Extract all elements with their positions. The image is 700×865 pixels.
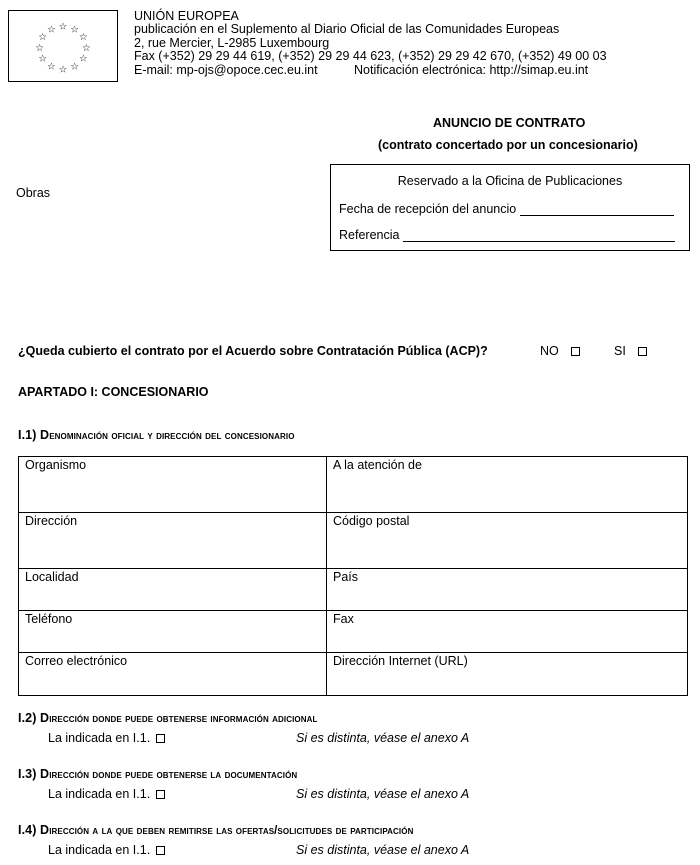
svg-text:☆: ☆ [38,32,47,44]
subsection-i2-initial: D [40,711,50,725]
i4-same-option [48,843,165,857]
table-row [19,457,688,513]
country-cell[interactable]: País [327,569,688,611]
electronic-notice-text: Notificación electrónica: http://simap.eu.int [354,62,589,77]
svg-text:☆: ☆ [46,61,56,73]
publisher-header [134,10,607,77]
i4-same-checkbox[interactable] [156,846,165,855]
acp-no-checkbox[interactable] [571,347,580,356]
acp-si-option [614,344,647,358]
table-row [19,653,688,696]
reception-date-row [339,202,674,216]
i4-same-label: La indicada en I.1. [48,843,151,857]
locality-cell[interactable]: Localidad [19,569,327,611]
publication-line: publicación en el Suplemento al Diario Oficial de las Comunidades Europeas [134,22,560,37]
svg-text:☆: ☆ [38,53,47,65]
reserved-box [330,164,690,251]
section-heading: APARTADO I: CONCESIONARIO [18,385,209,399]
table-row [19,569,688,611]
eu-stars-icon [9,11,117,81]
svg-text:☆: ☆ [58,64,68,76]
contracting-entity-table [18,456,688,696]
acp-no-option [540,344,580,358]
postal-code-cell[interactable]: Código postal [327,513,688,569]
svg-text:☆: ☆ [70,24,80,36]
i3-annex-note: Si es distinta, véase el anexo A [296,787,470,801]
i3-same-label: La indicada en I.1. [48,787,151,801]
i3-same-checkbox[interactable] [156,790,165,799]
fax-line: Fax (+352) 29 29 44 619, (+352) 29 29 44 623, (+352) 29 29 42 670, (+352) 49 00 03 [134,49,607,64]
subsection-i1-heading [18,428,295,442]
subsection-i3-initial: D [40,767,50,781]
svg-text:☆: ☆ [70,61,80,73]
subsection-i4-heading [18,823,413,837]
organismo-cell[interactable]: Organismo [19,457,327,513]
subsection-i3-title: irección donde puede obtenerse la documentación [49,769,298,781]
subsection-i4-number: I.4) [18,823,37,837]
org-name: UNIÓN EUROPEA [134,9,239,23]
phone-cell[interactable]: Teléfono [19,611,327,653]
subsection-i2-heading [18,711,317,725]
i2-annex-note: Si es distinta, véase el anexo A [296,731,470,745]
reserved-heading: Reservado a la Oficina de Publicaciones [397,174,623,188]
subsection-i3-heading [18,767,297,781]
subsection-i1-number: I.1) [18,428,37,442]
svg-text:☆: ☆ [35,42,45,54]
subsection-i2-number: I.2) [18,711,37,725]
subsection-i2-title: irección donde puede obtenerse información adicional [49,713,318,725]
subsection-i4-title: irección a la que deben remitirse las ofertas/solicitudes de participación [49,825,414,837]
subsection-i4-initial: D [40,823,50,837]
email-cell[interactable]: Correo electrónico [19,653,327,696]
eu-flag-logo [8,10,118,82]
svg-text:☆: ☆ [46,24,56,36]
acp-no-label: NO [540,344,559,358]
reference-label: Referencia [339,228,400,242]
table-row [19,513,688,569]
attention-cell[interactable]: A la atención de [327,457,688,513]
url-cell[interactable]: Dirección Internet (URL) [327,653,688,696]
reference-field[interactable] [403,230,675,242]
svg-text:☆: ☆ [79,32,88,44]
i2-same-label: La indicada en I.1. [48,731,151,745]
email-text: E-mail: mp-ojs@opoce.cec.eu.int [134,62,318,77]
i2-same-option [48,731,165,745]
i3-same-option [48,787,165,801]
subsection-i3-number: I.3) [18,767,37,781]
svg-text:☆: ☆ [79,53,88,65]
notice-title: ANUNCIO DE CONTRATO [433,116,586,130]
table-row [19,611,688,653]
notice-subtitle: (contrato concertado por un concesionario) [378,138,638,152]
i2-same-checkbox[interactable] [156,734,165,743]
contact-row [134,64,607,77]
reference-row [339,228,675,242]
reception-date-field[interactable] [520,204,674,216]
acp-si-checkbox[interactable] [638,347,647,356]
fax-cell[interactable]: Fax [327,611,688,653]
address-cell[interactable]: Dirección [19,513,327,569]
address-line: 2, rue Mercier, L-2985 Luxembourg [134,35,330,50]
i4-annex-note: Si es distinta, véase el anexo A [296,843,470,857]
acp-si-label: SI [614,344,626,358]
svg-text:☆: ☆ [81,42,91,54]
subsection-i1-initial: D [40,428,50,442]
reception-date-label: Fecha de recepción del anuncio [339,202,517,216]
svg-text:☆: ☆ [58,21,68,33]
contract-type-label: Obras [16,186,51,200]
subsection-i1-title: enominación oficial y dirección del concesionario [49,430,295,442]
acp-question: ¿Queda cubierto el contrato por el Acuerdo sobre Contratación Pública (ACP)? [18,344,488,358]
